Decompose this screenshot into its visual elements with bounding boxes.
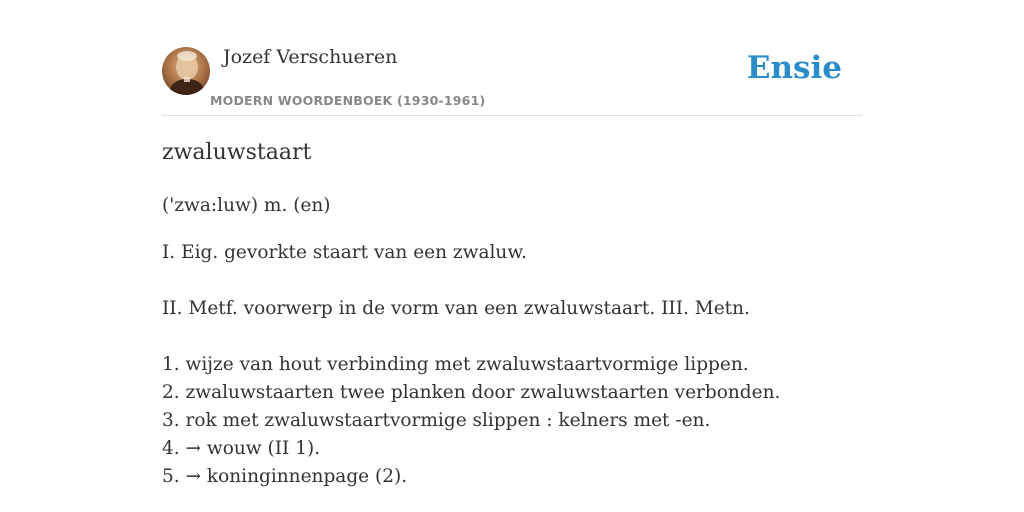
source-label[interactable]: MODERN WOORDENBOEK (1930-1961) [210, 93, 486, 108]
author-avatar[interactable] [162, 47, 210, 95]
entry-pronunciation: ('zwa:luw) m. (en) [162, 195, 331, 216]
site-logo[interactable]: Ensie [746, 50, 842, 86]
list-item: 2. zwaluwstaarten twee planken door zwaluwstaarten verbonden. [162, 382, 781, 403]
list-item: 4. → wouw (II 1). [162, 438, 321, 459]
author-name[interactable]: Jozef Verschueren [223, 46, 398, 68]
entry-title: zwaluwstaart [162, 140, 312, 165]
sense-line: I. Eig. gevorkte staart van een zwaluw. [162, 242, 527, 263]
paragraph-gap [162, 323, 862, 351]
entry-body [162, 239, 862, 491]
list-item: 5. → koninginnenpage (2). [162, 466, 408, 487]
sense-line: II. Metf. voorwerp in de vorm van een zwaluwstaart. III. Metn. [162, 298, 750, 319]
list-item: 3. rok met zwaluwstaartvormige slippen : kelners met -en. [162, 410, 711, 431]
header [162, 45, 862, 116]
paragraph-gap [162, 267, 862, 295]
list-item: 1. wijze van hout verbinding met zwaluwstaartvormige lippen. [162, 354, 749, 375]
